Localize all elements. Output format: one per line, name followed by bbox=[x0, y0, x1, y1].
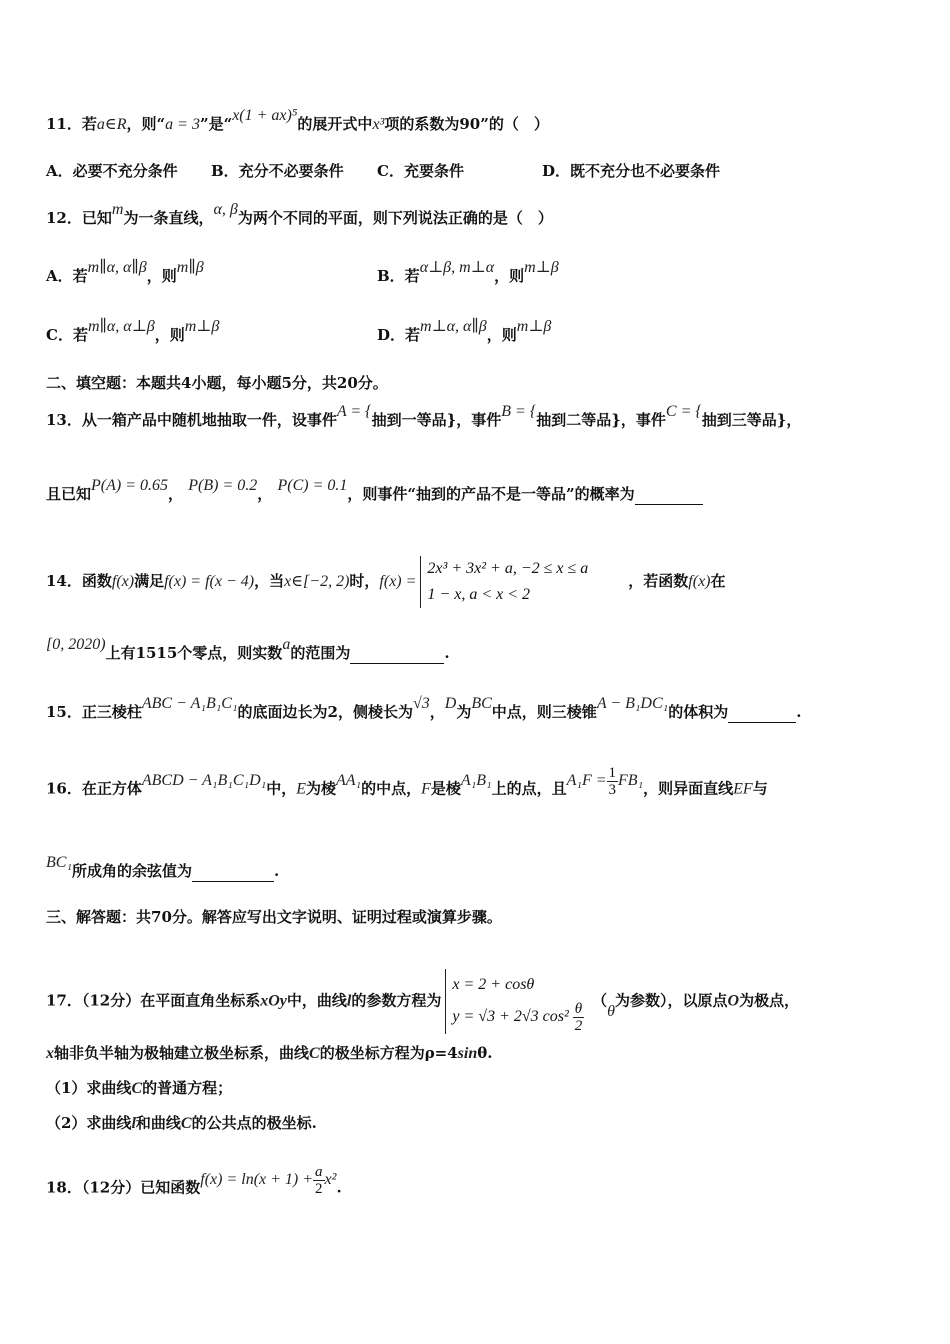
q11-option-c[interactable]: C．充要条件 bbox=[377, 162, 464, 180]
q18-stem: 18．（12分）已知函数f(x) = ln(x + 1) + $\frac{a}{2}$ x². bbox=[46, 1164, 342, 1197]
q18-fraction: $\frac{a}{2}$ bbox=[315, 1164, 323, 1197]
q11-option-a[interactable]: A．必要不充分条件 bbox=[46, 162, 178, 180]
q17-part2: （2）求曲线l和曲线C的公共点的极坐标. bbox=[46, 1114, 317, 1132]
q13-line2: 且已知P(A) = 0.65， P(B) = 0.2， P(C) = 0.1，则事件“抽到的产品不是一等品”的概率为 bbox=[46, 484, 703, 505]
q17-line1: 17．（12分）在平面直角坐标系xOy中，曲线l的参数方程为x = 2 + cosθ y = √3 + 2√3 cos² $\frac{\theta}{2}$ （θ为参数），以原点O为极点， bbox=[46, 969, 799, 1034]
q13-answer-blank[interactable] bbox=[635, 490, 703, 505]
q14-line1: 14．函数f(x)满足f(x) = f(x − 4)，当x∈[−2, 2)时，f(x) =2x³ + 3x² + a, −2 ≤ x ≤ a 1 − x, a < x < 2，若函数f(x)在 bbox=[46, 556, 726, 608]
q11-option-d[interactable]: D．既不充分也不必要条件 bbox=[542, 162, 721, 180]
q11-option-b[interactable]: B．充分不必要条件 bbox=[211, 162, 344, 180]
q12-option-b[interactable]: B．若α⊥β, m⊥α，则m⊥β bbox=[377, 259, 559, 285]
q12-option-d[interactable]: D．若m⊥α, α∥β，则m⊥β bbox=[377, 318, 552, 344]
section-solutions-heading: 三、解答题：共70分。解答应写出文字说明、证明过程或演算步骤。 bbox=[46, 908, 502, 926]
q11-stem: 11．若a∈R，则“a = 3”是“x(1 + ax)⁵的展开式中x³项的系数为90”的（ ） bbox=[46, 107, 549, 133]
q17-part1: （1）求曲线C的普通方程； bbox=[46, 1079, 233, 1097]
q16-answer-blank[interactable] bbox=[192, 867, 274, 882]
q12-option-a[interactable]: A．若m∥α, α∥β，则m∥β bbox=[46, 259, 204, 285]
q12-stem: 12．已知m为一条直线，α, β为两个不同的平面，则下列说法正确的是（ ） bbox=[46, 201, 553, 227]
q14-answer-blank[interactable] bbox=[350, 649, 444, 664]
q16-line1: 16．在正方体ABCD − A₁B₁C₁D₁中，E为棱AA₁的中点，F是棱A₁B₁上的点，且A₁F = $\frac{1}{3}$ FB₁，则异面直线EF与 bbox=[46, 765, 768, 798]
q17-line2: x轴非负半轴为极轴建立极坐标系，曲线C的极坐标方程为ρ=4sinθ. bbox=[46, 1044, 493, 1062]
q14-piecewise: 2x³ + 3x² + a, −2 ≤ x ≤ a 1 − x, a < x < 2 bbox=[420, 556, 588, 608]
q17-parametric-system: x = 2 + cosθ y = √3 + 2√3 cos² $\frac{\theta}{2}$ bbox=[445, 969, 584, 1034]
q15-answer-blank[interactable] bbox=[728, 708, 796, 723]
q13-line1: 13．从一箱产品中随机地抽取一件，设事件A = {抽到一等品}，事件B = {抽到二等品}，事件C = {抽到三等品}， bbox=[46, 403, 802, 429]
q14-line2: [0, 2020)上有1515个零点，则实数a的范围为 . bbox=[46, 636, 450, 662]
q16-line2: BC₁所成角的余弦值为 . bbox=[46, 854, 280, 880]
q15-stem: 15．正三棱柱ABC − A₁B₁C₁的底面边长为2，侧棱长为√3，D为BC中点，则三棱锥A − B₁DC₁的体积为 . bbox=[46, 695, 802, 721]
q12-option-c[interactable]: C．若m∥α, α⊥β，则m⊥β bbox=[46, 318, 220, 344]
q16-fraction: $\frac{1}{3}$ bbox=[608, 765, 617, 798]
section-fill-in-heading: 二、填空题：本题共4小题，每小题5分，共20分。 bbox=[46, 374, 388, 392]
